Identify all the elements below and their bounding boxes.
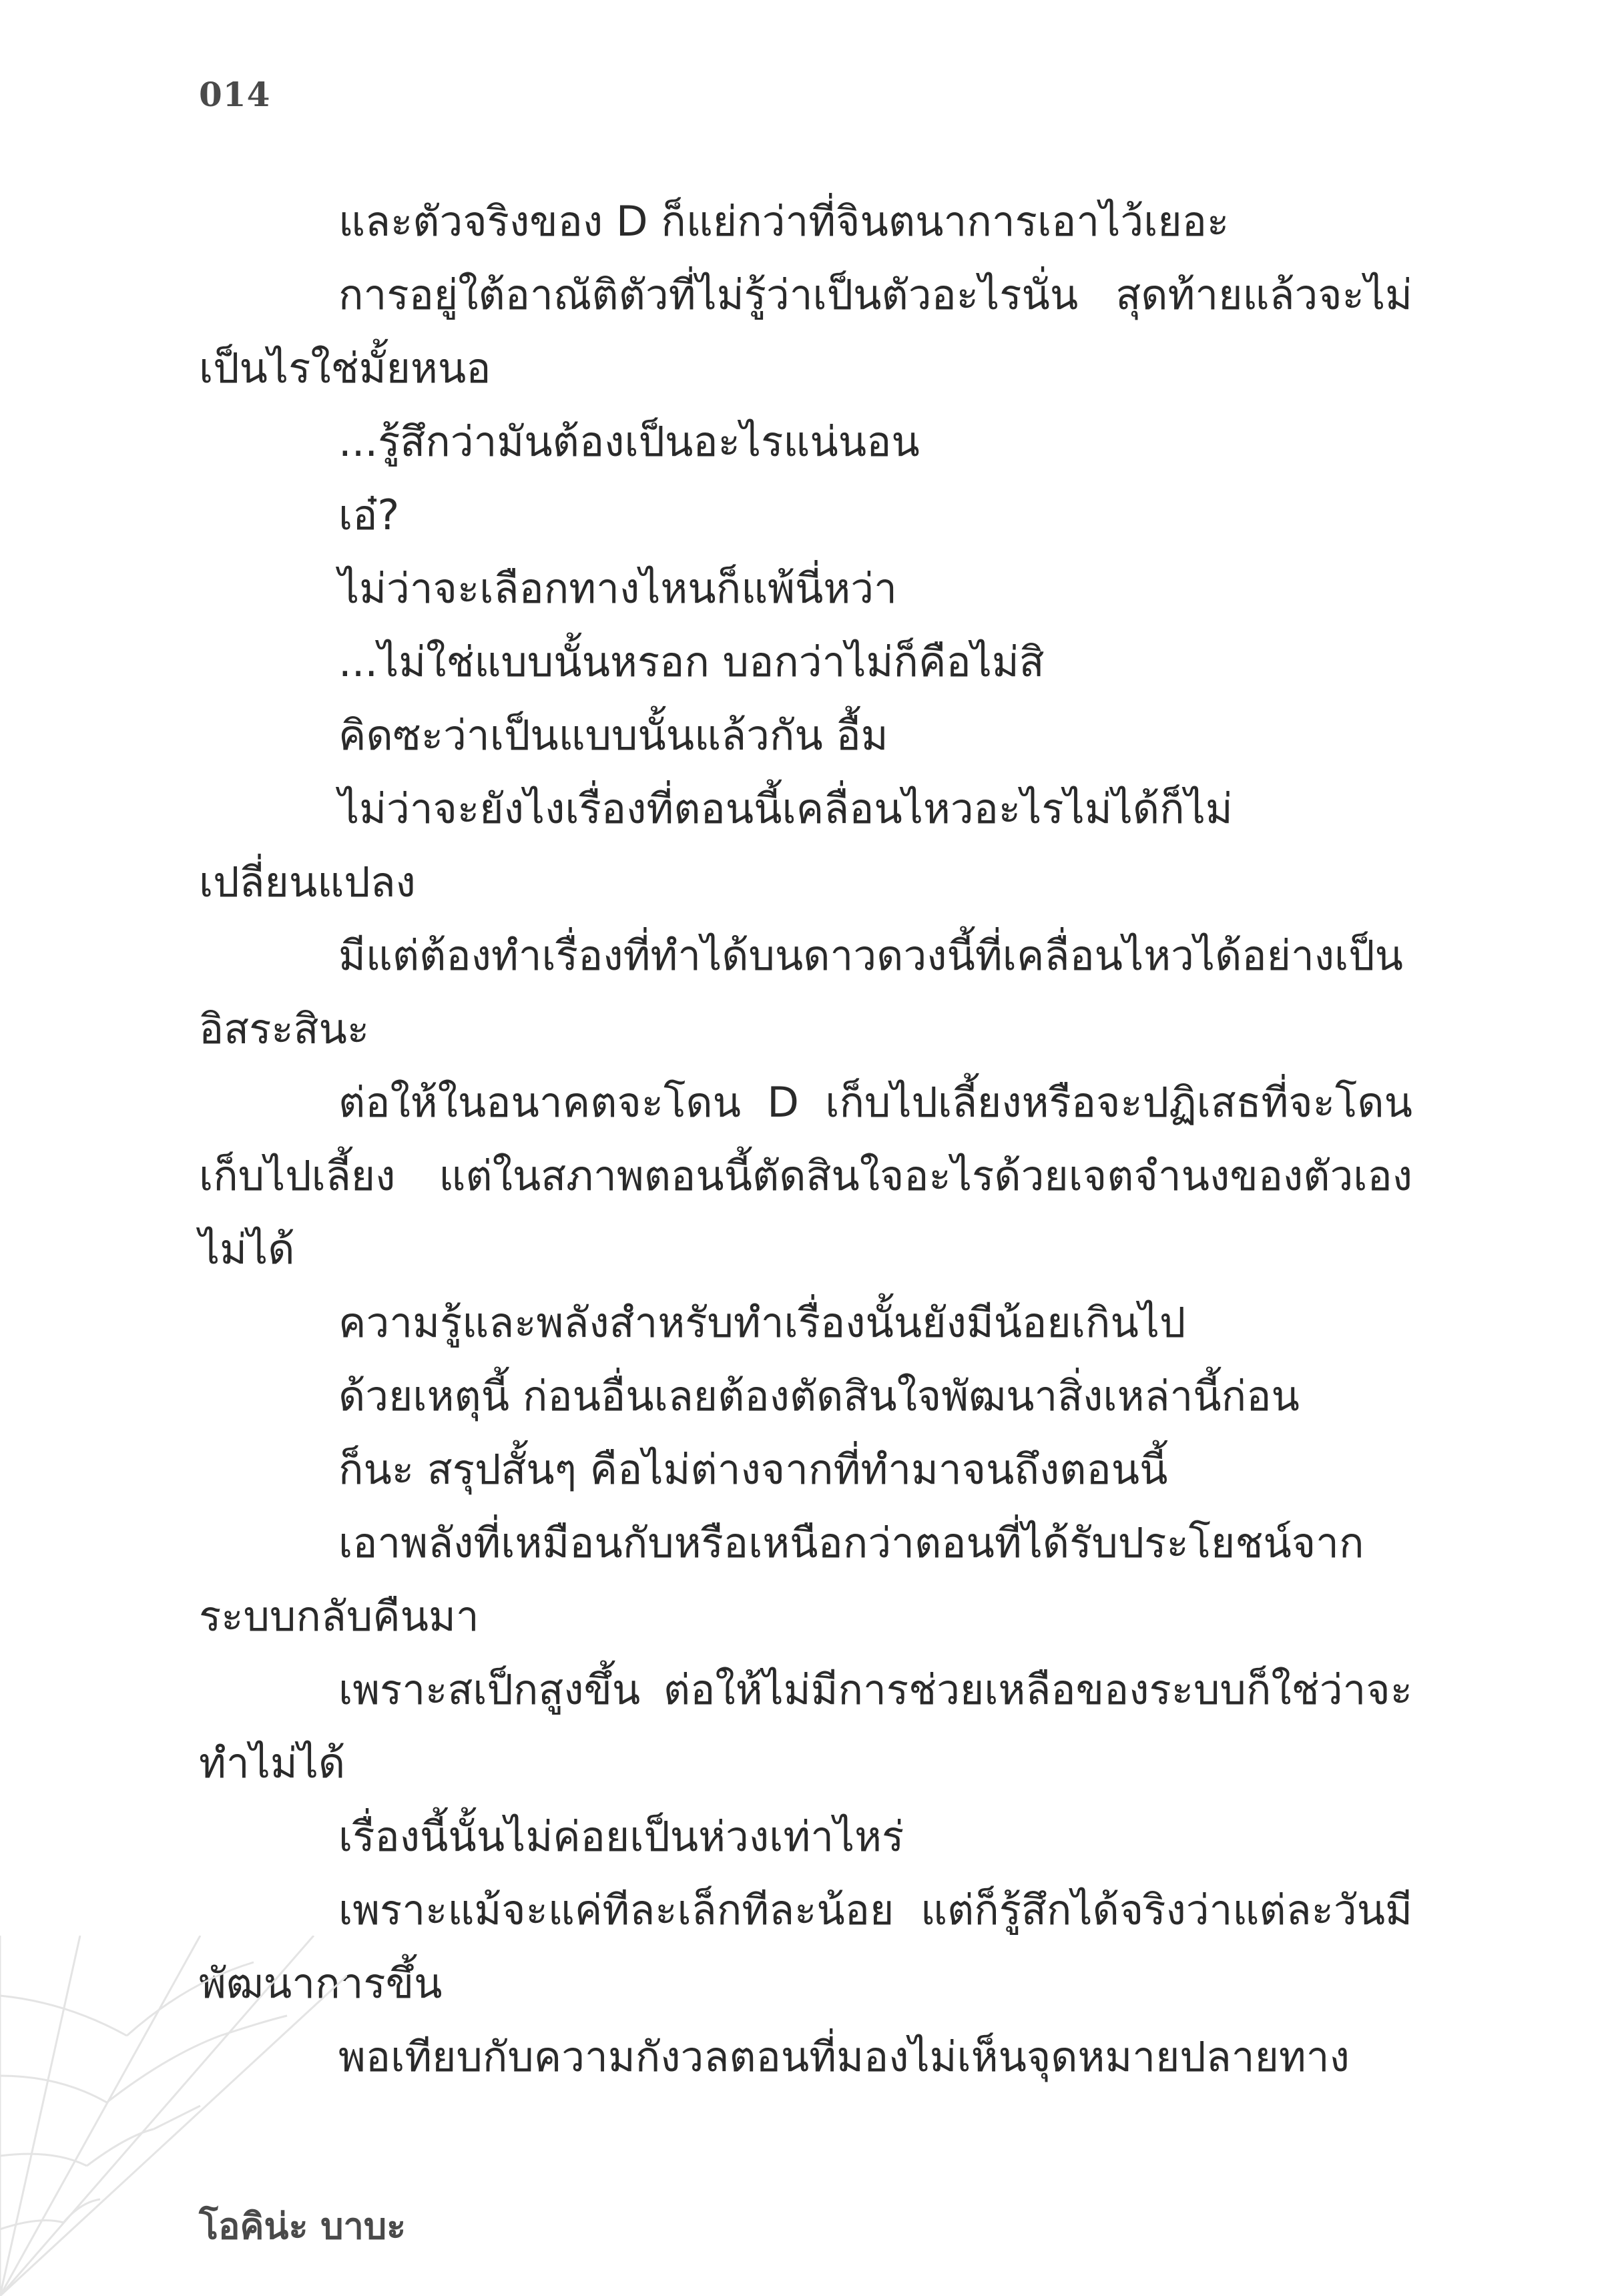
paragraph: ไม่ว่าจะยังไงเรื่องที่ตอนนี้เคลื่อนไหวอะไรไม่ได้ก็ไม่เปลี่ยนแปลง — [199, 784, 1233, 906]
paragraph: เอ๋? — [338, 491, 400, 539]
paragraph: ความรู้และพลังสำหรับทำเรื่องนั้นยังมีน้อยเกินไป — [338, 1298, 1186, 1347]
paragraph: ...ไม่ใช่แบบนั้นหรอก บอกว่าไม่ก็คือไม่สิ — [338, 637, 1045, 686]
paragraph: พอเทียบกับความกังวลตอนที่มองไม่เห็นจุดหมายปลายทาง — [338, 2032, 1350, 2081]
book-title: โอคิน่ะ บาบะ — [199, 2205, 407, 2247]
paragraph: ด้วยเหตุนี้ ก่อนอื่นเลยต้องตัดสินใจพัฒนาสิ่งเหล่านี้ก่อน — [338, 1372, 1300, 1420]
page-number: 014 — [199, 75, 271, 114]
paragraph: เพราะสเป็กสูงขึ้น ต่อให้ไม่มีการช่วยเหลือของระบบก็ใช่ว่าจะทำไม่ได้ — [199, 1665, 1412, 1787]
body-text — [199, 185, 1412, 2094]
paragraph: ก็นะ สรุปสั้นๆ คือไม่ต่างจากที่ทำมาจนถึงตอนนี้ — [338, 1445, 1168, 1494]
paragraph: ...รู้สึกว่ามันต้องเป็นอะไรแน่นอน — [338, 417, 920, 466]
paragraph: เอาพลังที่เหมือนกับหรือเหนือกว่าตอนที่ได้รับประโยชน์จากระบบกลับคืนมา — [199, 1518, 1364, 1641]
paragraph: การอยู่ใต้อาณัติตัวที่ไม่รู้ว่าเป็นตัวอะไรนั่น สุดท้ายแล้วจะไม่เป็นไรใช่มั้ยหนอ — [199, 270, 1412, 392]
paragraph: และตัวจริงของ D ก็แย่กว่าที่จินตนาการเอาไว้เยอะ — [338, 197, 1230, 246]
paragraph: ไม่ว่าจะเลือกทางไหนก็แพ้นี่หว่า — [338, 564, 897, 613]
paragraph: คิดซะว่าเป็นแบบนั้นแล้วกัน อื้ม — [338, 711, 888, 760]
paragraph: เรื่องนี้นั้นไม่ค่อยเป็นห่วงเท่าไหร่ — [338, 1812, 904, 1861]
paragraph: ต่อให้ในอนาคตจะโดน D เก็บไปเลี้ยงหรือจะปฏิเสธที่จะโดนเก็บไปเลี้ยง แต่ในสภาพตอนนี้ตัดสินใจอะไรด้วยเจตจำนงของตัวเองไม่ได้ — [199, 1078, 1412, 1273]
paragraph: เพราะแม้จะแค่ทีละเล็กทีละน้อย แต่ก็รู้สึกได้จริงว่าแต่ละวันมีพัฒนาการขึ้น — [199, 1886, 1412, 2008]
paragraph: มีแต่ต้องทำเรื่องที่ทำได้บนดาวดวงนี้ที่เคลื่อนไหวได้อย่างเป็นอิสระสินะ — [199, 931, 1403, 1053]
